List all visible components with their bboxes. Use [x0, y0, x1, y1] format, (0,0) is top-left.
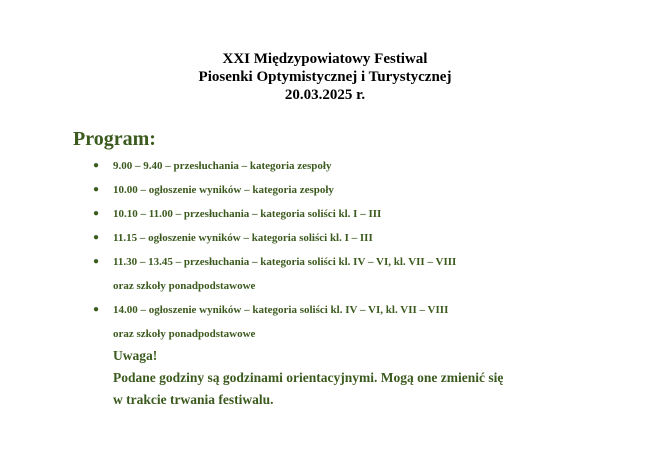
note-label: Uwaga! — [113, 348, 158, 363]
program-item — [91, 256, 631, 292]
program-item-text: 11.30 – 13.45 – przesłuchania – kategoria soliści kl. IV – VI, kl. VII – VIII — [113, 256, 457, 268]
bullet-icon: ● — [93, 256, 100, 267]
program-item-text: 11.15 – ogłoszenie wyników – kategoria soliści kl. I – III — [113, 232, 373, 244]
bullet-icon: ● — [93, 232, 100, 243]
program-item-text: 14.00 – ogłoszenie wyników – kategoria soliści kl. IV – VI, kl. VII – VIII — [113, 304, 449, 316]
program-item — [91, 160, 631, 172]
festival-title — [0, 50, 650, 104]
program-list — [91, 160, 631, 352]
program-item-text: 9.00 – 9.40 – przesłuchania – kategoria zespoły — [113, 160, 332, 172]
note-block — [113, 345, 613, 411]
note-line-2: w trakcie trwania festiwalu. — [113, 392, 274, 407]
note-line-1: Podane godziny są godzinami orientacyjnymi. Mogą one zmienić się — [113, 370, 504, 385]
program-item — [91, 232, 631, 244]
title-line-2: Piosenki Optymistycznej i Turystycznej — [198, 69, 452, 85]
festival-date: 20.03.2025 r. — [284, 87, 366, 103]
program-item-continuation: oraz szkoły ponadpodstawowe — [113, 280, 256, 292]
program-item — [91, 208, 631, 220]
bullet-icon: ● — [93, 304, 100, 315]
title-line-1: XXI Międzypowiatowy Festiwal — [222, 51, 428, 67]
program-heading: Program: — [73, 128, 156, 150]
program-item — [91, 184, 631, 196]
program-item — [91, 304, 631, 340]
bullet-icon: ● — [93, 160, 100, 171]
bullet-icon: ● — [93, 184, 100, 195]
program-item-continuation: oraz szkoły ponadpodstawowe — [113, 328, 256, 340]
program-item-text: 10.10 – 11.00 – przesłuchania – kategoria soliści kl. I – III — [113, 208, 382, 220]
bullet-icon: ● — [93, 208, 100, 219]
program-item-text: 10.00 – ogłoszenie wyników – kategoria zespoły — [113, 184, 334, 196]
